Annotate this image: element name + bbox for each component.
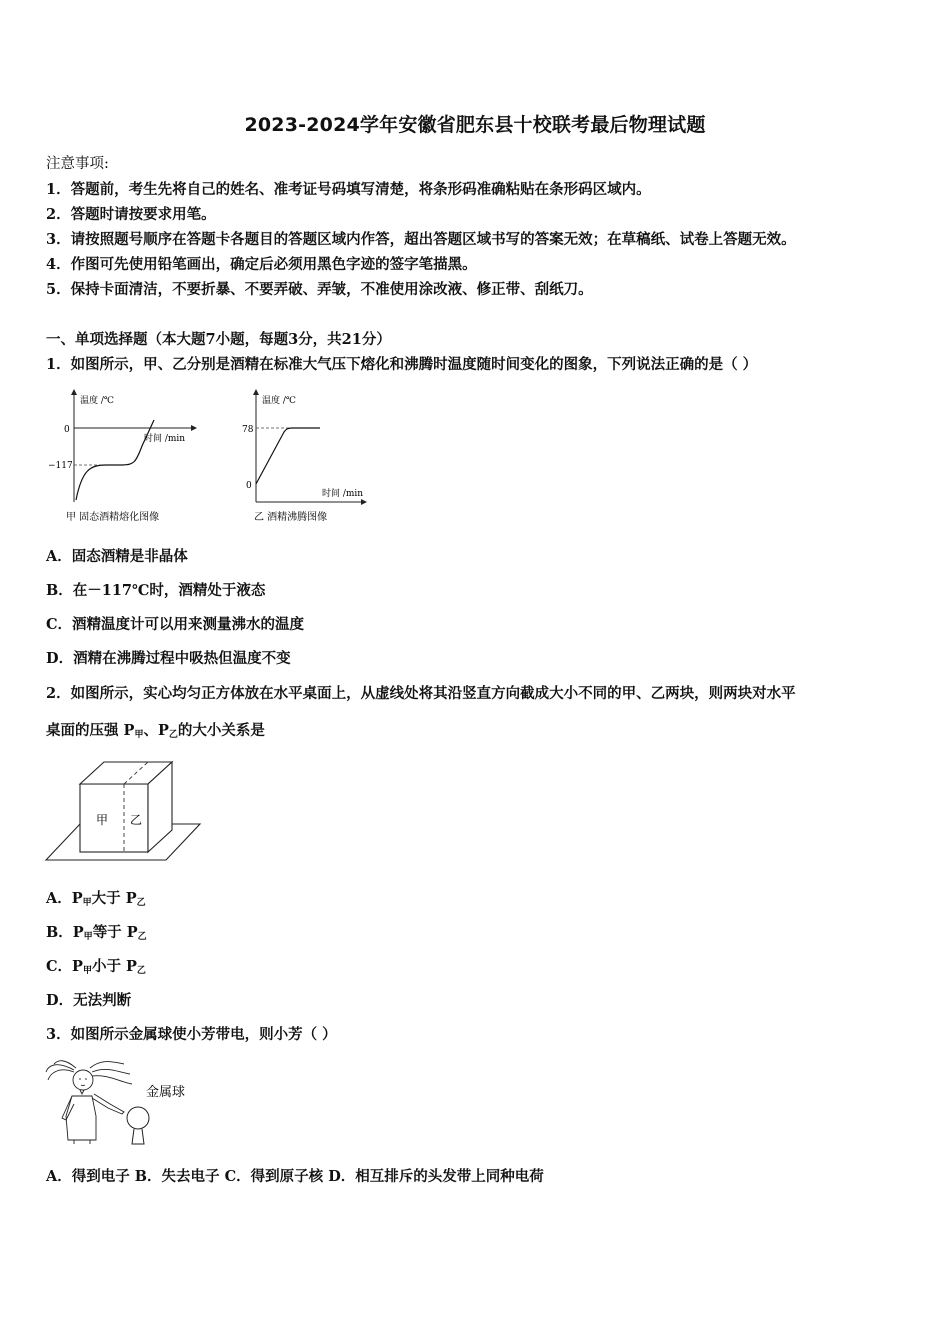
melting-curve xyxy=(76,420,154,500)
subscript-jia: 甲 xyxy=(83,932,93,942)
option-c[interactable]: C．酒精温度计可以用来测量沸水的温度 xyxy=(46,616,305,633)
option-text: A．P xyxy=(46,890,83,907)
subscript-yi: 乙 xyxy=(136,966,146,976)
graph-caption: 乙 酒精沸腾图像 xyxy=(254,512,328,523)
y-axis-label: 温度 /℃ xyxy=(262,396,296,406)
boiling-curve xyxy=(256,428,320,484)
option-text: 小于 P xyxy=(91,958,137,975)
option-text: 大于 P xyxy=(91,890,137,907)
tick-label-zero: 0 xyxy=(64,425,70,435)
girl-figure xyxy=(44,1058,204,1148)
stem-text: 桌面的压强 P xyxy=(46,722,135,739)
notice-item: 4．作图可先使用铅笔画出，确定后必须用黑色字迹的签字笔描黑。 xyxy=(46,256,477,273)
option-a[interactable]: A．固态酒精是非晶体 xyxy=(46,548,188,565)
notice-heading: 注意事项: xyxy=(46,156,109,172)
stem-text: 的大小关系是 xyxy=(177,722,265,739)
subscript-yi: 乙 xyxy=(136,898,146,908)
notice-item: 1．答题前，考生先将自己的姓名、准考证号码填写清楚，将条形码准确粘贴在条形码区域内。 xyxy=(46,181,651,198)
notice-item: 3．请按照题号顺序在答题卡各题目的答题区域内作答，超出答题区域书写的答案无效；在草稿纸、试卷上答题无效。 xyxy=(46,231,796,248)
y-axis-label: 温度 /℃ xyxy=(80,396,114,406)
melting-graph xyxy=(44,384,204,532)
question-3-stem: 3．如图所示金属球使小芳带电，则小芳（ ） xyxy=(46,1026,337,1043)
subscript-jia: 甲 xyxy=(82,898,92,908)
boiling-graph xyxy=(234,384,384,532)
subscript-jia: 甲 xyxy=(134,730,144,740)
notice-item: 2．答题时请按要求用笔。 xyxy=(46,206,216,223)
tick-label-boiling-point: 78 xyxy=(242,425,254,435)
tick-label-zero: 0 xyxy=(246,481,252,491)
question-2-stem-line2 xyxy=(46,719,265,740)
section-heading: 一、单项选择题（本大题7小题，每题3分，共21分） xyxy=(46,331,391,348)
option-b[interactable]: B．在－117℃时，酒精处于液态 xyxy=(46,582,266,599)
notice-item: 5．保持卡面清洁，不要折暴、不要弄破、弄皱，不准使用涂改液、修正带、刮纸刀。 xyxy=(46,281,593,298)
ball-stand xyxy=(132,1129,144,1144)
option-c[interactable] xyxy=(46,955,146,976)
girl-drawing xyxy=(46,1061,132,1144)
page-title: 2023-2024学年安徽省肥东县十校联考最后物理试题 xyxy=(244,114,706,136)
metal-ball-label: 金属球 xyxy=(146,1085,186,1100)
subscript-yi: 乙 xyxy=(168,730,178,740)
metal-ball xyxy=(127,1107,149,1129)
option-text: B．P xyxy=(46,924,84,941)
option-text: C．P xyxy=(46,958,83,975)
x-axis-label: 时间 /min xyxy=(144,434,186,444)
label-jia: 甲 xyxy=(96,813,109,827)
x-axis-label: 时间 /min xyxy=(322,489,364,499)
option-b[interactable] xyxy=(46,921,147,942)
subscript-yi: 乙 xyxy=(137,932,147,942)
tick-label-melting-point: −117 xyxy=(48,461,73,471)
question-3-options[interactable]: A．得到电子 B．失去电子 C．得到原子核 D．相互排斥的头发带上同种电荷 xyxy=(46,1168,544,1185)
graph-caption: 甲 固态酒精熔化图像 xyxy=(66,512,160,523)
option-a[interactable] xyxy=(46,887,146,908)
question-2-stem-line1: 2．如图所示，实心均匀正方体放在水平桌面上，从虚线处将其沿竖直方向截成大小不同的甲、乙两块，则两块对水平 xyxy=(46,685,796,702)
option-d[interactable]: D．无法判断 xyxy=(46,992,132,1009)
subscript-jia: 甲 xyxy=(82,966,92,976)
option-d[interactable]: D．酒精在沸腾过程中吸热但温度不变 xyxy=(46,650,291,667)
cube-figure xyxy=(44,758,202,866)
label-yi: 乙 xyxy=(130,813,143,827)
stem-text: 、P xyxy=(143,722,169,739)
option-text: 等于 P xyxy=(92,924,138,941)
question-1-stem: 1．如图所示，甲、乙分别是酒精在标准大气压下熔化和沸腾时温度随时间变化的图象，下列说法正确的是（ ） xyxy=(46,356,758,373)
